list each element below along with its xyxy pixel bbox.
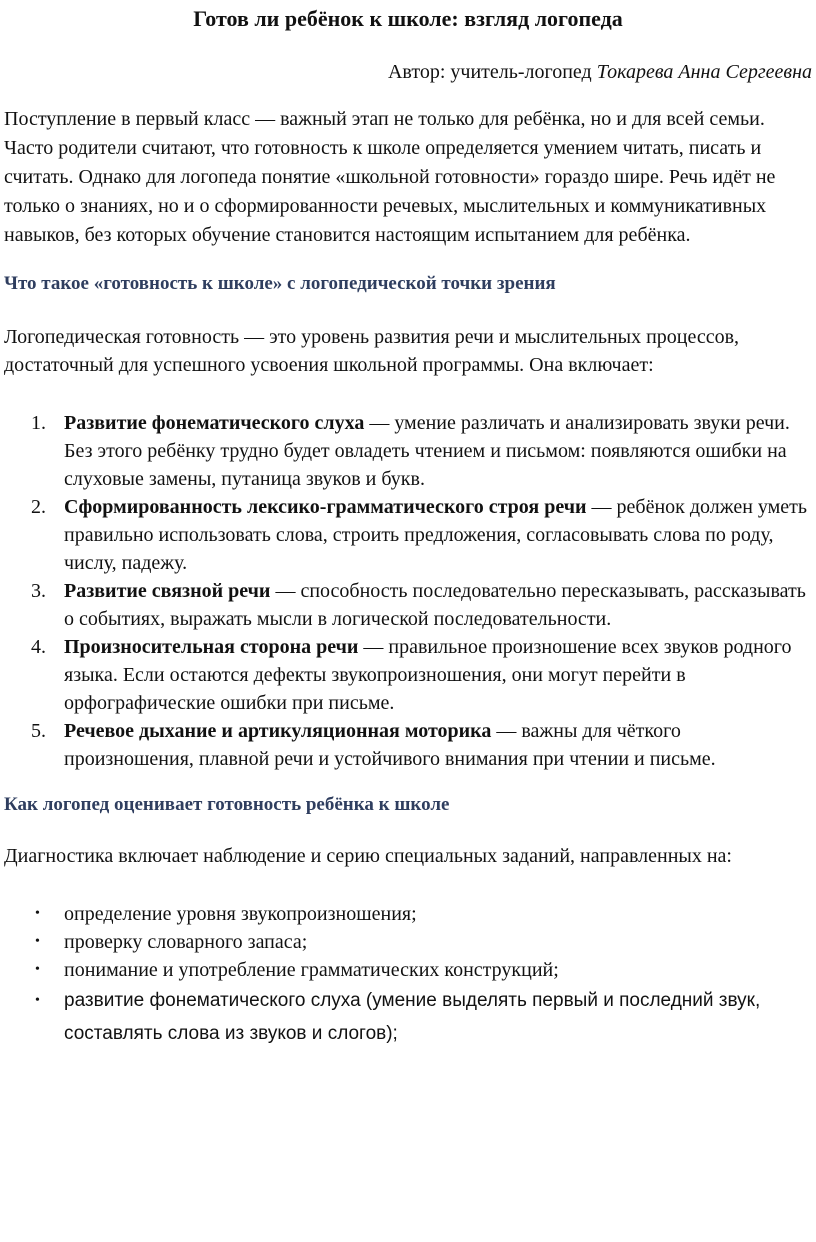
list-item <box>4 633 812 717</box>
list-item-text: — ребёнок должен уметь правильно использовать слова, строить предложения, согласовывать слова по роду, числу, падежу. <box>64 496 808 574</box>
list-item-text: развитие фонематического слуха (умение выделять первый и последний звук, составлять слова из звуков и слогов); <box>64 990 761 1044</box>
list-item <box>4 928 812 956</box>
list-item-number: 1. <box>31 412 46 434</box>
list-item <box>4 577 812 633</box>
list-item <box>4 900 812 928</box>
author-line <box>4 59 812 85</box>
author-name: Токарева Анна Сергеевна <box>596 61 812 83</box>
list-item-term: Развитие фонематического слуха <box>64 412 365 434</box>
list-item-text: — умение различать и анализировать звуки речи. Без этого ребёнку трудно будет овладеть чтением и письмом: появляются ошибки на слуховые замены, путаница звуков и букв. <box>64 412 790 490</box>
list-item-term: Развитие связной речи <box>64 580 271 602</box>
list-item-number: 4. <box>31 636 46 658</box>
list-item-number: 5. <box>31 720 46 742</box>
list-item <box>4 717 812 773</box>
bullet-icon: • <box>35 906 40 921</box>
bullet-icon: • <box>35 993 40 1008</box>
list-item-text: понимание и употребление грамматических конструкций; <box>64 959 559 981</box>
assessment-list <box>4 900 812 1050</box>
list-item-number: 2. <box>31 496 46 518</box>
bullet-icon: • <box>35 962 40 977</box>
section-heading-assessment: Как логопед оценивает готовность ребёнка к школе <box>4 794 450 815</box>
list-item-text: проверку словарного запаса; <box>64 931 308 953</box>
list-item <box>4 493 812 577</box>
list-item-text: определение уровня звукопроизношения; <box>64 903 417 925</box>
list-item-number: 3. <box>31 580 46 602</box>
bullet-icon: • <box>35 934 40 949</box>
list-item-term: Речевое дыхание и артикуляционная моторика <box>64 720 492 742</box>
readiness-list <box>4 409 812 773</box>
document-title: Готов ли ребёнок к школе: взгляд логопеда <box>193 6 623 31</box>
list-item-term: Произносительная сторона речи <box>64 636 359 658</box>
list-item <box>4 984 812 1050</box>
list-item <box>4 409 812 493</box>
list-item <box>4 956 812 984</box>
list-item-text: — способность последовательно пересказывать, рассказывать о событиях, выражать мысли в логической последовательности. <box>64 580 806 630</box>
section-heading-readiness: Что такое «готовность к школе» с логопедической точки зрения <box>4 273 556 294</box>
readiness-paragraph: Логопедическая готовность — это уровень развития речи и мыслительных процессов, достаточный для успешного усвоения школьной программы. Она включает: <box>4 326 740 376</box>
author-prefix: Автор: учитель-логопед <box>387 61 597 83</box>
assessment-paragraph: Диагностика включает наблюдение и серию специальных заданий, направленных на: <box>4 845 732 867</box>
list-item-text: — правильное произношение всех звуков родного языка. Если остаются дефекты звукопроизношения, они могут перейти в орфографические ошибки при письме. <box>64 636 792 714</box>
list-item-term: Сформированность лексико-грамматического строя речи <box>64 496 587 518</box>
intro-paragraph: Поступление в первый класс — важный этап не только для ребёнка, но и для всей семьи. Часто родители считают, что готовность к школе определяется умением читать, писать и считать. Однако для логопеда понятие «школьной готовности» гораздо шире. Речь идёт не только о знаниях, но и о сформированности речевых, мыслительных и коммуникативных навыков, без которых обучение становится настоящим испытанием для ребёнка. <box>4 108 776 246</box>
list-item-text: — важны для чёткого произношения, плавной речи и устойчивого внимания при чтении и письме. <box>64 720 716 770</box>
